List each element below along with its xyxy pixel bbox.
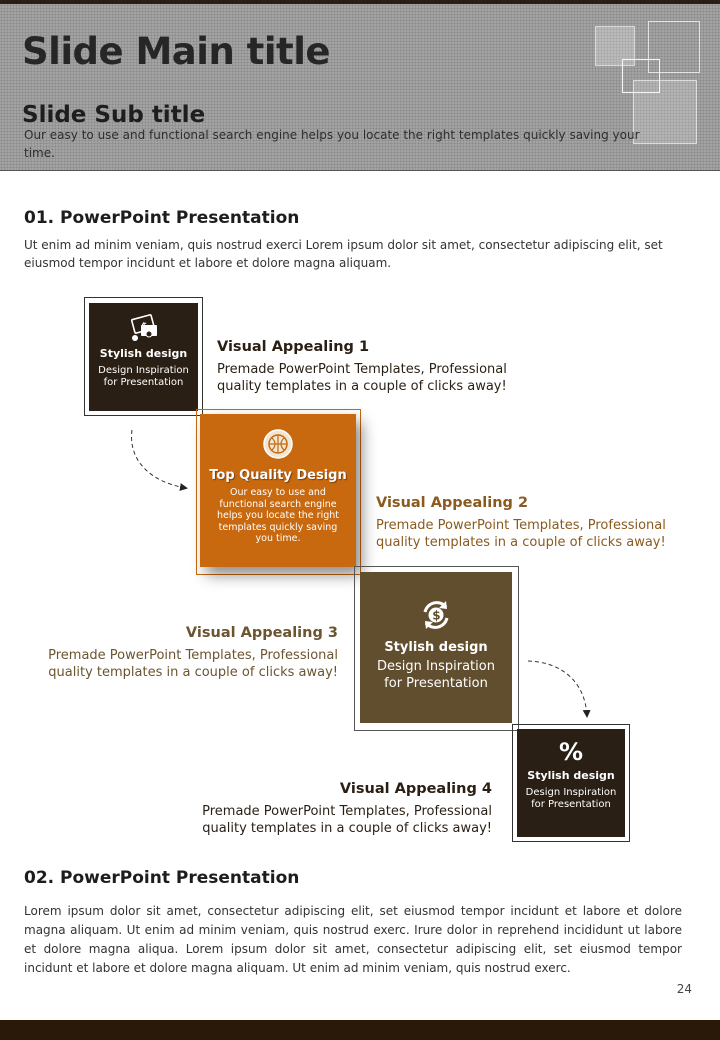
visual-appealing-1: [217, 339, 527, 395]
percent-icon: %: [558, 738, 584, 766]
section-2-title: 02. PowerPoint Presentation: [24, 868, 300, 888]
visual-appealing-title: Visual Appealing 4: [339, 781, 492, 797]
visual-appealing-title: Visual Appealing 3: [185, 625, 338, 641]
arrow-1: [132, 430, 186, 488]
box-description: Design Inspiration for Presentation: [525, 787, 617, 810]
header-description: Our easy to use and functional search engine helps you locate the right templates quickly saving your time.: [24, 128, 640, 160]
main-title: Slide Main title: [22, 30, 330, 73]
visual-appealing-description: Premade PowerPoint Templates, Professional quality templates in a couple of clicks away!: [217, 362, 507, 394]
section-1-title: 01. PowerPoint Presentation: [24, 208, 300, 228]
box-description: Design Inspiration for Presentation: [377, 659, 495, 691]
dollar-cycle-icon: [419, 598, 453, 632]
footer-bar: [0, 1020, 720, 1040]
visual-appealing-title: Visual Appealing 2: [376, 495, 529, 511]
visual-appealing-4: [180, 781, 492, 837]
visual-appealing-description: Premade PowerPoint Templates, Professional quality templates in a couple of clicks away!: [376, 518, 666, 550]
box-title: Top Quality Design: [209, 468, 347, 483]
visual-appealing-description: Premade PowerPoint Templates, Professional quality templates in a couple of clicks away!: [202, 804, 492, 836]
section-1-text: Ut enim ad minim veniam, quis nostrud exerci Lorem ipsum dolor sit amet, consectetur adipiscing elit, set eiusmod tempor incidunt et labore et dolore magna aliquam.: [24, 238, 663, 270]
page-number: 24: [676, 982, 692, 996]
box-title: Stylish design: [527, 769, 615, 782]
svg-text:$: $: [432, 608, 441, 623]
box-title: Stylish design: [384, 640, 488, 655]
arrow-2: [528, 661, 587, 716]
sub-title: Slide Sub title: [22, 102, 206, 128]
section-2-text: Lorem ipsum dolor sit amet, consectetur adipiscing elit, set eiusmod tempor incidunt et labore et dolore magna aliquam. Ut enim ad minim veniam, quis nostrud exerc. Irure dolor in reprehend incididunt ut labore et dolore magna aliqua. Lorem ipsum dolor sit amet, consectetur adipiscing elit, set eiusmod tempor incidunt et labore et dolore magna aliquam. Ut enim ad minim veniam, quis nostrud exerc.: [24, 904, 682, 975]
box-description: Design Inspiration for Presentation: [98, 365, 189, 388]
money-icon: [127, 313, 161, 343]
visual-appealing-3: [30, 625, 338, 681]
visual-appealing-2: [376, 495, 686, 551]
visual-appealing-title: Visual Appealing 1: [217, 339, 370, 355]
visual-appealing-description: Premade PowerPoint Templates, Professional quality templates in a couple of clicks away!: [48, 648, 338, 680]
box-title: Stylish design: [99, 347, 188, 360]
box-description: Our easy to use and functional search engine helps you locate the right templates quickly saving you time.: [217, 487, 339, 544]
globe-icon: [262, 428, 294, 460]
